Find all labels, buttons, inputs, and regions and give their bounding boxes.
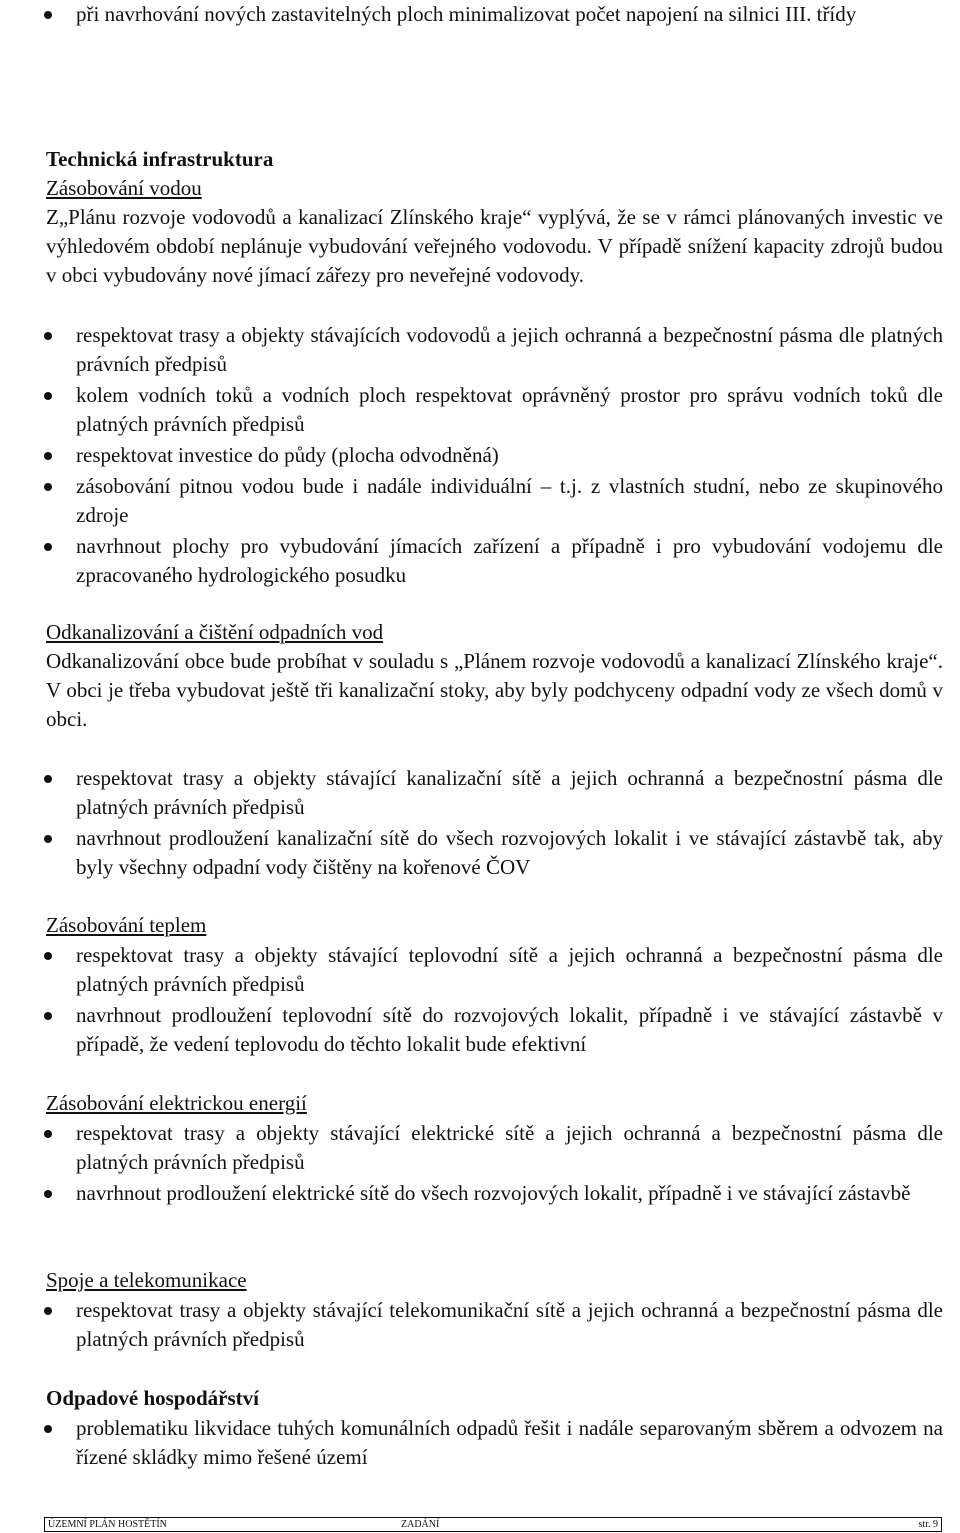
footer-document-title: ÚZEMNÍ PLÁN HOSTĚTÍN (48, 1519, 167, 1530)
subsection-title-telecommunications: Spoje a telekomunikace (46, 1268, 247, 1292)
list-item: kolem vodních toků a vodních ploch respektovat oprávněný prostor pro správu vodních toků dle platných právních předpisů (0, 381, 943, 439)
footer-page-number: str. 9 (918, 1519, 938, 1530)
electricity-supply-list (0, 1119, 943, 1208)
list-item: respektovat trasy a objekty stávající teplovodní sítě a jejich ochranná a bezpečnostní pásma dle platných právních předpisů (0, 941, 943, 999)
list-item: při navrhování nových zastavitelných ploch minimalizovat počet napojení na silnici III. třídy (0, 0, 943, 29)
list-item: navrhnout prodloužení elektrické sítě do všech rozvojových lokalit, případně i ve stávající zástavbě (0, 1179, 943, 1208)
list-item: respektovat trasy a objekty stávající kanalizační sítě a jejich ochranná a bezpečnostní pásma dle platných právních předpisů (0, 764, 943, 822)
subsection-title-sewage: Odkanalizování a čištění odpadních vod (46, 620, 384, 644)
sewage-paragraph: Odkanalizování obce bude probíhat v souladu s „Plánem rozvoje vodovodů a kanalizací Zlínského kraje“. V obci je třeba vybudovat ještě tři kanalizační stoky, aby byly podchyceny odpadní vody ze všech domů v obci. (46, 649, 943, 731)
list-item: navrhnout prodloužení kanalizační sítě do všech rozvojových lokalit i ve stávající zástavbě tak, aby byly všechny odpadní vody čištěny na kořenové ČOV (0, 824, 943, 882)
heat-supply-list (0, 941, 943, 1059)
subsection-title-electricity-supply: Zásobování elektrickou energií (46, 1091, 307, 1115)
list-item: navrhnout plochy pro vybudování jímacích zařízení a případně i pro vybudování vodojemu dle zpracovaného hydrologického posudku (0, 532, 943, 590)
list-item: respektovat trasy a objekty stávajících vodovodů a jejich ochranná a bezpečnostní pásma dle platných právních předpisů (0, 321, 943, 379)
waste-management-list (0, 1414, 943, 1472)
page-footer (44, 1517, 942, 1532)
water-supply-list (0, 321, 943, 590)
top-bullet-list (0, 0, 943, 29)
sewage-list (0, 764, 943, 882)
list-item: zásobování pitnou vodou bude i nadále individuální – t.j. z vlastních studní, nebo ze skupinového zdroje (0, 472, 943, 530)
telecommunications-list (0, 1296, 943, 1354)
list-item: problematiku likvidace tuhých komunálních odpadů řešit i nadále separovaným sběrem a odvozem na řízené skládky mimo řešené území (0, 1414, 943, 1472)
footer-section-label: ZADÁNÍ (401, 1519, 440, 1530)
subsection-title-heat-supply: Zásobování teplem (46, 913, 207, 937)
section-heading-technical-infrastructure: Technická infrastruktura (46, 147, 274, 171)
water-supply-paragraph: Z„Plánu rozvoje vodovodů a kanalizací Zlínského kraje“ vyplývá, že se v rámci plánovaných investic ve výhledovém období neplánuje vybudování veřejného vodovodu. V případě snížení kapacity zdrojů budou v obci vybudovány nové jímací zářezy pro neveřejné vodovody. (46, 205, 943, 287)
subsection-title-water-supply: Zásobování vodou (46, 176, 202, 200)
list-item: respektovat investice do půdy (plocha odvodněná) (0, 441, 943, 470)
section-heading-waste-management: Odpadové hospodářství (46, 1386, 259, 1410)
list-item: respektovat trasy a objekty stávající telekomunikační sítě a jejich ochranná a bezpečnostní pásma dle platných právních předpisů (0, 1296, 943, 1354)
list-item: navrhnout prodloužení teplovodní sítě do rozvojových lokalit, případně i ve stávající zástavbě v případě, že vedení teplovodu do těchto lokalit bude efektivní (0, 1001, 943, 1059)
list-item: respektovat trasy a objekty stávající elektrické sítě a jejich ochranná a bezpečnostní pásma dle platných právních předpisů (0, 1119, 943, 1177)
